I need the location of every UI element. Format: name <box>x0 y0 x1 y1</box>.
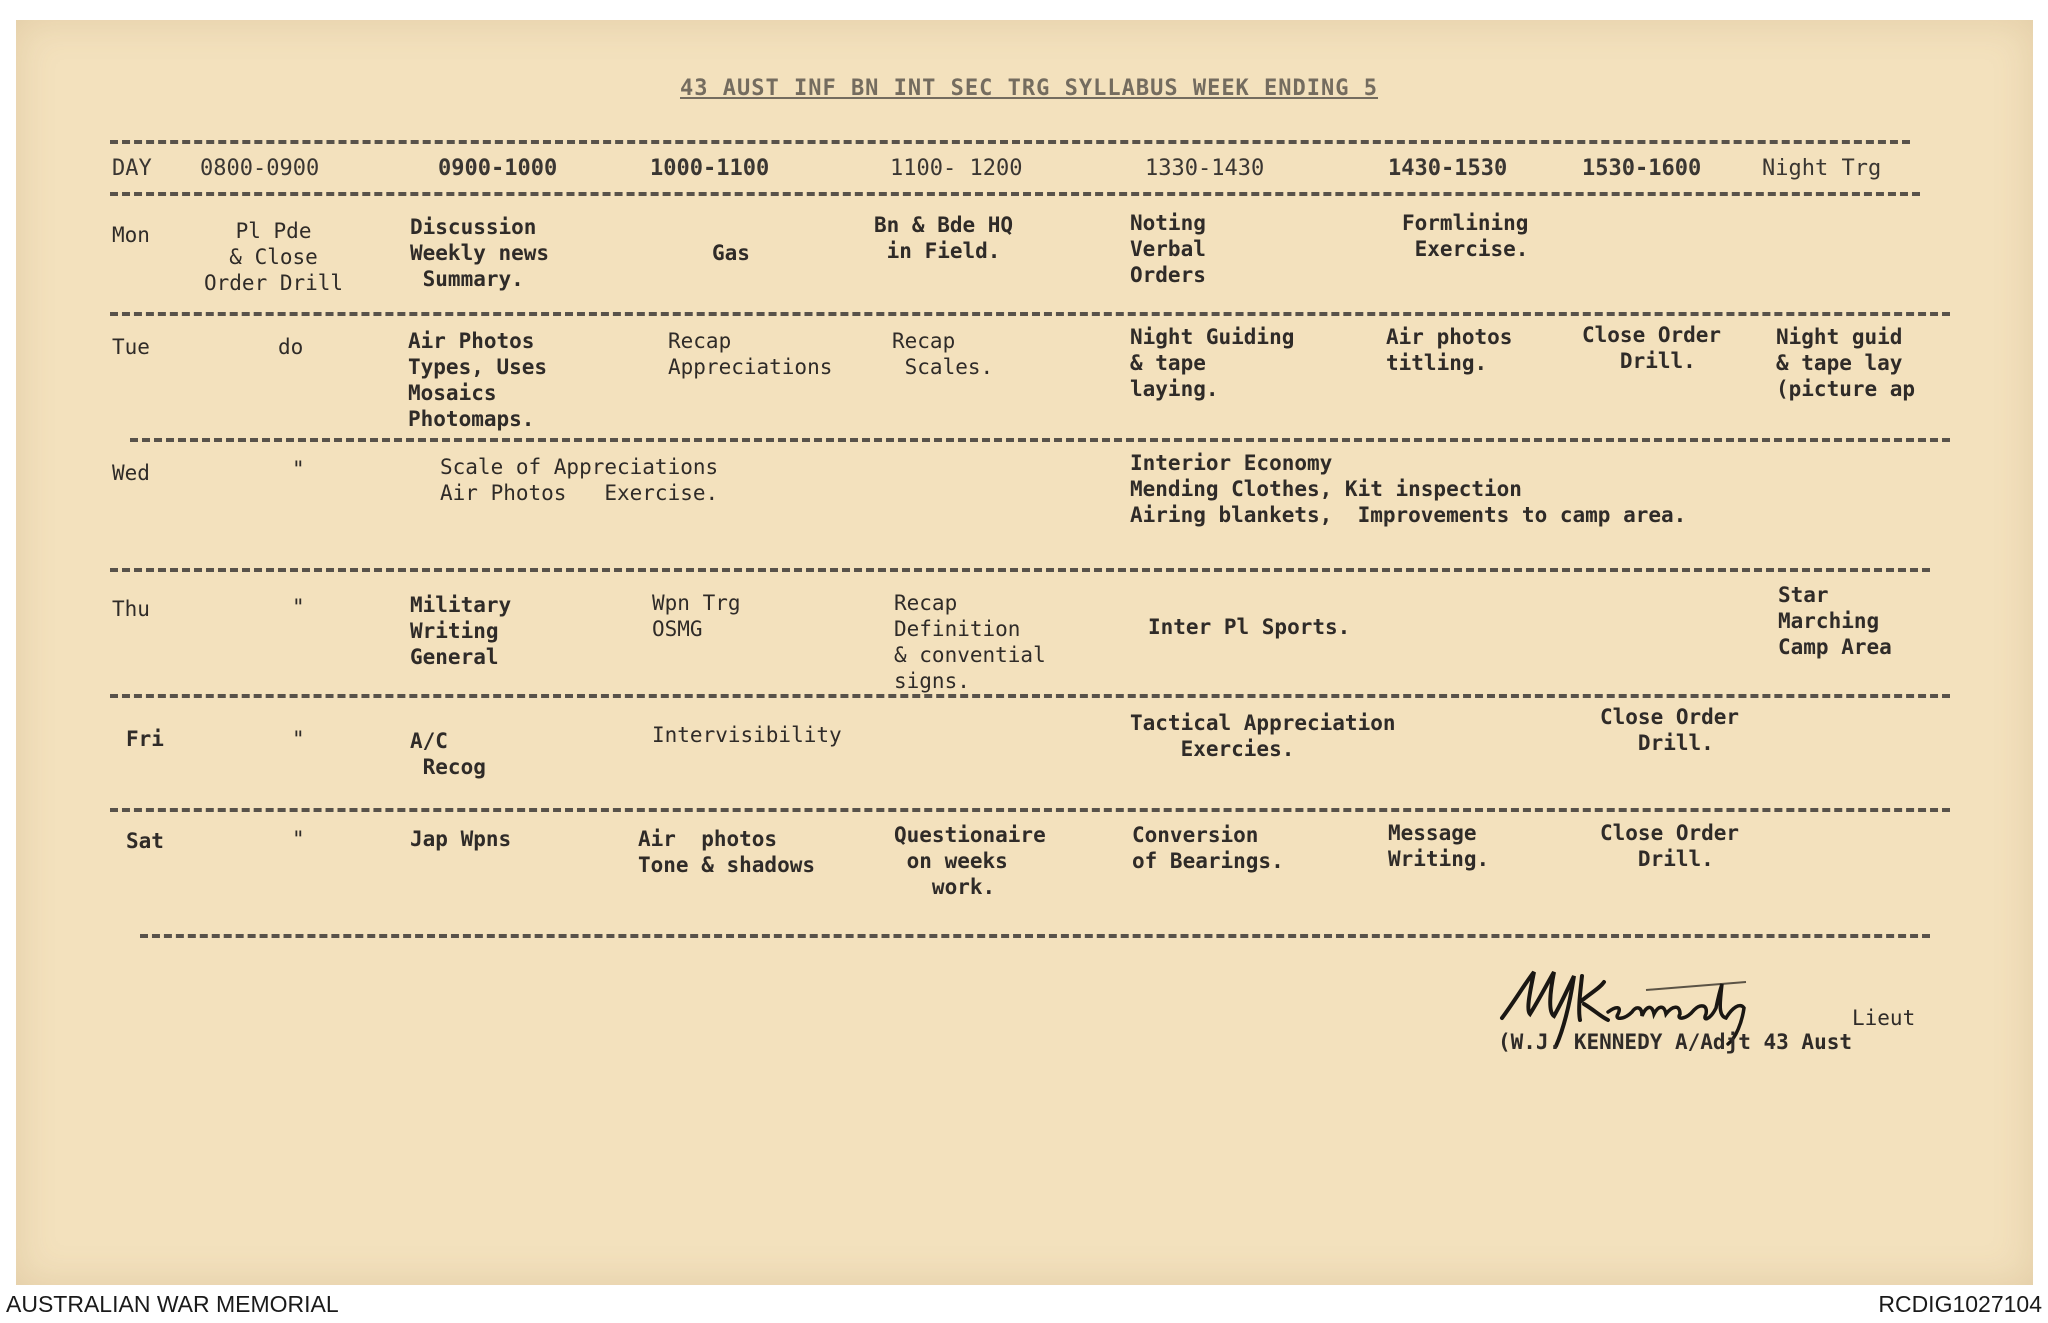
row-thu-1330: Inter Pl Sports. <box>1148 615 1351 639</box>
row-sat-1430: Message Writing. <box>1388 821 1490 871</box>
row-thu-1100: Recap Definition & convential signs. <box>894 591 1046 693</box>
row-tue-1100: Recap Scales. <box>892 329 994 379</box>
row-mon-0900: Discussion Weekly news Summary. <box>410 215 550 291</box>
row-fri-0900: A/C Recog <box>410 729 486 779</box>
row-thu-1000: Wpn Trg OSMG <box>652 591 741 641</box>
row-fri-0800: " <box>292 727 305 751</box>
row-fri-1530: Close Order Drill. <box>1600 705 1740 755</box>
row-fri-1330: Tactical Appreciation Exercies. <box>1130 711 1396 761</box>
header-1430: 1430-1530 <box>1388 156 1508 181</box>
row-thu-day: Thu <box>112 597 150 621</box>
row-thu-0800: " <box>292 595 305 619</box>
row-mon-0800: Pl Pde & Close Order Drill <box>204 219 344 295</box>
header-1330: 1330-1430 <box>1145 156 1265 181</box>
rule-tue <box>130 438 1950 442</box>
header-1000: 1000-1100 <box>650 156 770 181</box>
row-sat-day: Sat <box>126 829 164 853</box>
row-fri-1000: Intervisibility <box>652 723 842 747</box>
row-mon-1000: Gas <box>712 241 750 265</box>
row-sat-1330: Conversion of Bearings. <box>1132 823 1284 873</box>
row-fri-day: Fri <box>126 727 164 751</box>
signature-typed-name: (W.J. KENNEDY A/Adjt 43 Aust <box>1498 1030 1853 1054</box>
document-title: 43 AUST INF BN INT SEC TRG SYLLABUS WEEK ENDING 5 <box>680 76 1379 101</box>
row-mon-day: Mon <box>112 223 150 247</box>
header-0900: 0900-1000 <box>438 156 558 181</box>
row-mon-1330: Noting Verbal Orders <box>1130 211 1206 287</box>
footer-id: RCDIG1027104 <box>1878 1291 2042 1317</box>
row-sat-1100: Questionaire on weeks work. <box>894 823 1046 899</box>
rule-top <box>110 140 1910 144</box>
row-thu-0900: Military Writing General <box>410 593 512 669</box>
header-0800: 0800-0900 <box>200 156 320 181</box>
row-tue-day: Tue <box>112 335 150 359</box>
rule-mon <box>110 312 1950 316</box>
row-tue-night: Night guid & tape lay (picture ap <box>1776 325 1916 401</box>
row-sat-0900: Jap Wpns <box>410 827 512 851</box>
rule-thu <box>110 694 1950 698</box>
row-sat-1000: Air photos Tone & shadows <box>638 827 816 877</box>
header-1100: 1100- 1200 <box>890 156 1023 181</box>
row-tue-0900: Air Photos Types, Uses Mosaics Photomaps. <box>408 329 548 431</box>
row-mon-1100: Bn & Bde HQ in Field. <box>874 213 1014 263</box>
header-1530: 1530-1600 <box>1582 156 1702 181</box>
row-tue-1430: Air photos titling. <box>1386 325 1513 375</box>
row-sat-1530: Close Order Drill. <box>1600 821 1740 871</box>
row-wed-0900: Scale of Appreciations Air Photos Exercise. <box>440 455 719 505</box>
rule-sat <box>140 934 1930 938</box>
row-wed-day: Wed <box>112 461 150 485</box>
row-wed-0800: " <box>292 457 305 481</box>
row-tue-1000: Recap Appreciations <box>668 329 833 379</box>
header-night: Night Trg <box>1762 156 1882 181</box>
signature-rank: Lieut <box>1852 1006 1916 1030</box>
rule-wed <box>110 568 1930 572</box>
rule-fri <box>110 808 1950 812</box>
row-thu-night: Star Marching Camp Area <box>1778 583 1892 659</box>
footer-source: AUSTRALIAN WAR MEMORIAL <box>6 1291 339 1317</box>
row-tue-1530: Close Order Drill. <box>1582 323 1722 373</box>
header-day: DAY <box>112 156 152 181</box>
row-tue-0800: do <box>278 335 304 359</box>
row-wed-1330: Interior Economy Mending Clothes, Kit inspection Airing blankets, Improvements to camp area. <box>1130 451 1687 527</box>
row-sat-0800: " <box>292 827 305 851</box>
rule-header <box>110 192 1920 196</box>
row-mon-1430: Formlining Exercise. <box>1402 211 1529 261</box>
row-tue-1330: Night Guiding & tape laying. <box>1130 325 1295 401</box>
